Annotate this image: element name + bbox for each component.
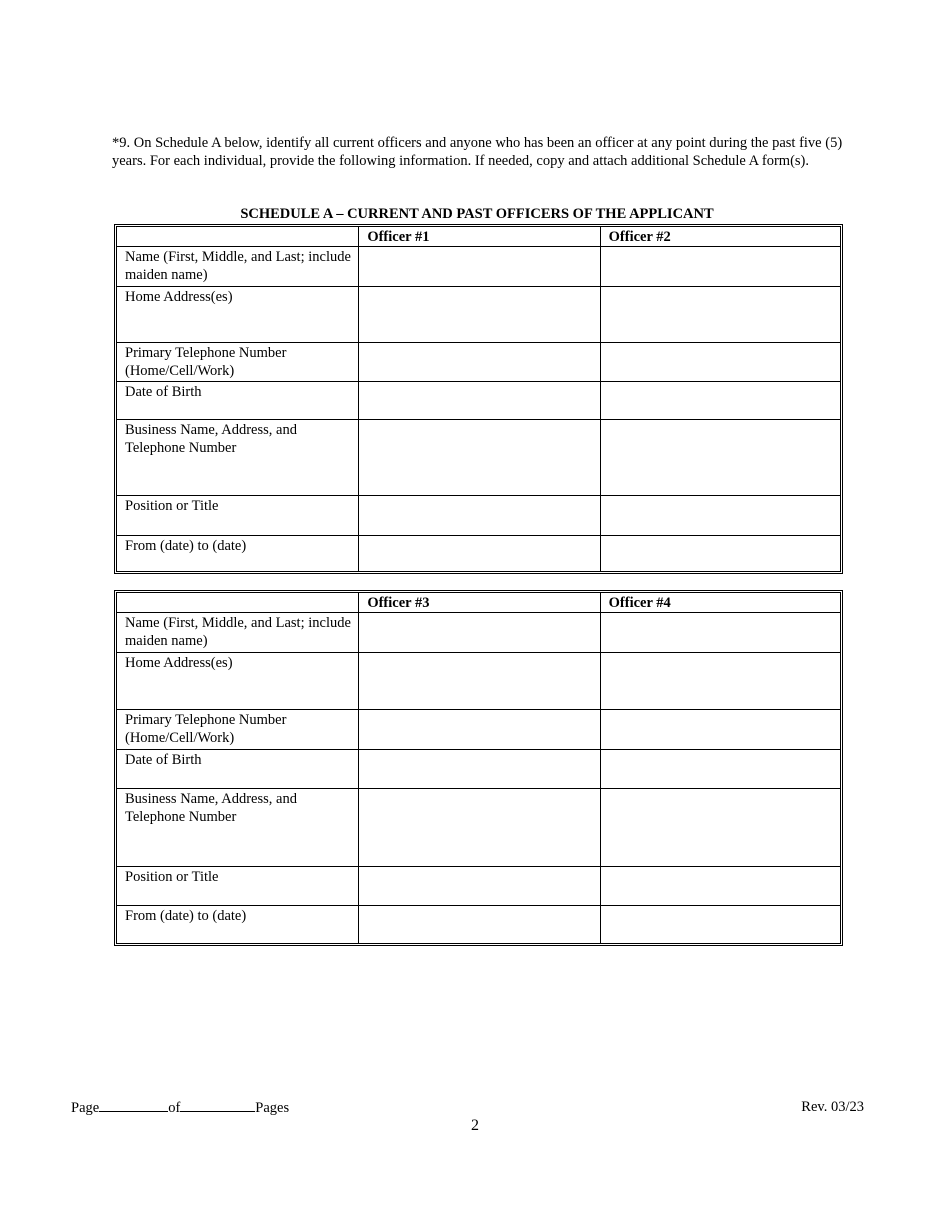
table-row bbox=[117, 287, 841, 343]
pages-label: Pages bbox=[255, 1100, 290, 1116]
table-row bbox=[117, 496, 841, 536]
table-row bbox=[117, 789, 841, 867]
table-row bbox=[117, 343, 841, 382]
table-row bbox=[117, 653, 841, 710]
header-blank-cell bbox=[117, 593, 359, 613]
officer-1-dates-field[interactable] bbox=[359, 536, 600, 572]
officer-2-telephone-field[interactable] bbox=[600, 343, 840, 382]
officer-1-dob-field[interactable] bbox=[359, 382, 600, 420]
officer-4-dob-field[interactable] bbox=[600, 750, 840, 789]
table-row bbox=[117, 750, 841, 789]
officer-4-business-field[interactable] bbox=[600, 789, 840, 867]
page-label: Page bbox=[71, 1100, 100, 1116]
table-row bbox=[117, 420, 841, 496]
page-count-line bbox=[71, 1098, 289, 1117]
row-label-telephone: Primary Telephone Number (Home/Cell/Work) bbox=[117, 343, 359, 382]
of-label: of bbox=[168, 1100, 181, 1116]
officer-1-telephone-field[interactable] bbox=[359, 343, 600, 382]
row-label-date-of-birth: Date of Birth bbox=[117, 750, 359, 789]
column-header-officer-3: Officer #3 bbox=[359, 593, 600, 613]
row-label-date-of-birth: Date of Birth bbox=[117, 382, 359, 420]
table-row bbox=[117, 247, 841, 287]
officer-4-position-field[interactable] bbox=[600, 867, 840, 906]
officer-3-address-field[interactable] bbox=[359, 653, 600, 710]
officer-2-dob-field[interactable] bbox=[600, 382, 840, 420]
officer-3-business-field[interactable] bbox=[359, 789, 600, 867]
row-label-business: Business Name, Address, and Telephone Number bbox=[117, 420, 359, 496]
officer-2-name-field[interactable] bbox=[600, 247, 840, 287]
instructions-paragraph: *9. On Schedule A below, identify all current officers and anyone who has been an officer at any point during the past five (5) years. For each individual, provide the following information. If needed, copy and attach additional Schedule A form(s). bbox=[112, 135, 843, 169]
officer-2-address-field[interactable] bbox=[600, 287, 840, 343]
officer-1-business-field[interactable] bbox=[359, 420, 600, 496]
officer-1-position-field[interactable] bbox=[359, 496, 600, 536]
table-row bbox=[117, 867, 841, 906]
table-row bbox=[117, 906, 841, 944]
officer-3-dates-field[interactable] bbox=[359, 906, 600, 944]
column-header-officer-1: Officer #1 bbox=[359, 227, 600, 247]
row-label-business: Business Name, Address, and Telephone Number bbox=[117, 789, 359, 867]
officers-table-2 bbox=[114, 590, 843, 946]
row-label-name: Name (First, Middle, and Last; include maiden name) bbox=[117, 247, 359, 287]
revision-label: Rev. 03/23 bbox=[801, 1099, 864, 1115]
row-label-home-address: Home Address(es) bbox=[117, 653, 359, 710]
header-blank-cell bbox=[117, 227, 359, 247]
officer-1-name-field[interactable] bbox=[359, 247, 600, 287]
officer-4-name-field[interactable] bbox=[600, 613, 840, 653]
officer-2-business-field[interactable] bbox=[600, 420, 840, 496]
table-row bbox=[117, 382, 841, 420]
row-label-position: Position or Title bbox=[117, 496, 359, 536]
row-label-dates: From (date) to (date) bbox=[117, 906, 359, 944]
officer-2-position-field[interactable] bbox=[600, 496, 840, 536]
row-label-dates: From (date) to (date) bbox=[117, 536, 359, 572]
officers-table-1 bbox=[114, 224, 843, 574]
table-row bbox=[117, 536, 841, 572]
table-row bbox=[117, 710, 841, 750]
row-label-name: Name (First, Middle, and Last; include maiden name) bbox=[117, 613, 359, 653]
column-header-officer-4: Officer #4 bbox=[600, 593, 840, 613]
page-number: 2 bbox=[471, 1117, 479, 1134]
schedule-title: SCHEDULE A – CURRENT AND PAST OFFICERS OF THE APPLICANT bbox=[240, 206, 714, 222]
officer-1-address-field[interactable] bbox=[359, 287, 600, 343]
officer-3-name-field[interactable] bbox=[359, 613, 600, 653]
officer-3-dob-field[interactable] bbox=[359, 750, 600, 789]
officer-2-dates-field[interactable] bbox=[600, 536, 840, 572]
officer-3-position-field[interactable] bbox=[359, 867, 600, 906]
table-row bbox=[117, 613, 841, 653]
column-header-officer-2: Officer #2 bbox=[600, 227, 840, 247]
officer-3-telephone-field[interactable] bbox=[359, 710, 600, 750]
row-label-home-address: Home Address(es) bbox=[117, 287, 359, 343]
page-number-blank[interactable] bbox=[99, 1098, 168, 1112]
officer-4-dates-field[interactable] bbox=[600, 906, 840, 944]
officer-4-telephone-field[interactable] bbox=[600, 710, 840, 750]
row-label-position: Position or Title bbox=[117, 867, 359, 906]
row-label-telephone: Primary Telephone Number (Home/Cell/Work) bbox=[117, 710, 359, 750]
total-pages-blank[interactable] bbox=[180, 1098, 255, 1112]
officer-4-address-field[interactable] bbox=[600, 653, 840, 710]
